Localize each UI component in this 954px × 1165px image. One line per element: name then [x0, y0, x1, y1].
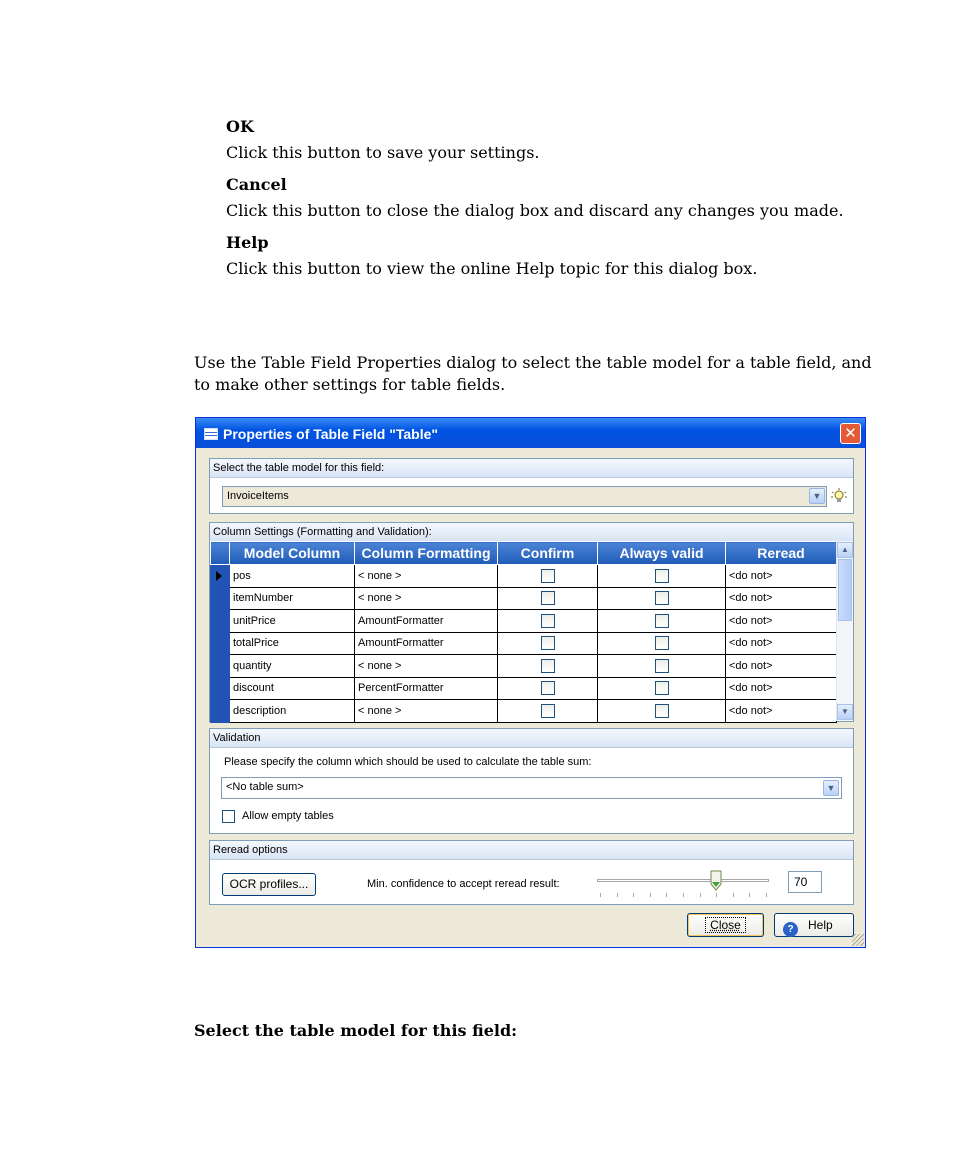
table-row[interactable]: [211, 632, 837, 655]
row-selector[interactable]: [211, 677, 230, 700]
close-icon[interactable]: ✕: [840, 423, 861, 444]
confirm-cell: [498, 587, 598, 610]
reread-cell[interactable]: <do not>: [726, 655, 837, 678]
slider-tick: [749, 893, 750, 897]
slider-tick: [716, 893, 717, 897]
column-settings-table: [210, 541, 837, 723]
table-row[interactable]: [211, 587, 837, 610]
row-selector[interactable]: [211, 565, 230, 588]
row-selector[interactable]: [211, 632, 230, 655]
slider-tick: [650, 893, 651, 897]
current-row-arrow-icon: [216, 571, 222, 581]
table-vertical-scrollbar[interactable]: [836, 541, 853, 721]
column-settings-header: Column Settings (Formatting and Validation):: [210, 523, 853, 542]
always-valid-cell: [598, 632, 726, 655]
table-header-row: [211, 542, 837, 565]
header-confirm[interactable]: Confirm: [498, 542, 598, 565]
allow-empty-tables-label[interactable]: Allow empty tables: [242, 810, 334, 822]
term-cancel: Cancel: [226, 175, 287, 194]
table-sum-instruction: Please specify the column which should be used to calculate the table sum:: [224, 756, 592, 768]
chevron-down-icon[interactable]: ▼: [823, 780, 839, 796]
reread-cell[interactable]: <do not>: [726, 610, 837, 633]
scroll-thumb[interactable]: [838, 559, 852, 621]
desc-cancel: Click this button to close the dialog box and discard any changes you made.: [226, 201, 844, 220]
reread-options-header: Reread options: [210, 841, 853, 860]
slider-tick: [683, 893, 684, 897]
model-cell[interactable]: itemNumber: [230, 587, 355, 610]
term-ok: OK: [226, 117, 254, 136]
chevron-down-icon[interactable]: ▼: [809, 488, 825, 504]
always-valid-cell: [598, 587, 726, 610]
reread-options-group: [209, 840, 854, 905]
validation-group: [209, 728, 854, 834]
table-row[interactable]: [211, 700, 837, 723]
always-valid-checkbox[interactable]: [655, 569, 669, 583]
model-cell[interactable]: description: [230, 700, 355, 723]
close-button-label: Close: [706, 918, 745, 932]
header-model-column[interactable]: Model Column: [230, 542, 355, 565]
row-selector[interactable]: [211, 610, 230, 633]
format-cell[interactable]: < none >: [355, 587, 498, 610]
intro-paragraph: Use the Table Field Properties dialog to select the table model for a table field, and to make other settings for table fields.: [194, 353, 872, 394]
section-heading: Select the table model for this field:: [194, 1021, 518, 1040]
header-always-valid[interactable]: Always valid: [598, 542, 726, 565]
model-cell[interactable]: discount: [230, 677, 355, 700]
always-valid-cell: [598, 565, 726, 588]
always-valid-checkbox[interactable]: [655, 681, 669, 695]
table-sum-value: <No table sum>: [226, 781, 304, 793]
always-valid-cell: [598, 677, 726, 700]
confirm-cell: [498, 565, 598, 588]
slider-tick: [700, 893, 701, 897]
reread-cell[interactable]: <do not>: [726, 677, 837, 700]
lightbulb-icon[interactable]: [830, 488, 848, 506]
confirm-cell: [498, 700, 598, 723]
table-field-properties-dialog: [195, 417, 866, 948]
table-model-select[interactable]: [222, 486, 827, 507]
format-cell[interactable]: < none >: [355, 700, 498, 723]
always-valid-checkbox[interactable]: [655, 704, 669, 718]
model-cell[interactable]: quantity: [230, 655, 355, 678]
help-button[interactable]: [774, 913, 854, 937]
header-column-formatting[interactable]: Column Formatting: [355, 542, 498, 565]
table-sum-select[interactable]: [221, 777, 842, 799]
model-cell[interactable]: totalPrice: [230, 632, 355, 655]
reread-cell[interactable]: <do not>: [726, 565, 837, 588]
format-cell[interactable]: PercentFormatter: [355, 677, 498, 700]
confirm-cell: [498, 610, 598, 633]
confirm-cell: [498, 677, 598, 700]
slider-tick: [600, 893, 601, 897]
validation-header: Validation: [210, 729, 853, 748]
always-valid-checkbox[interactable]: [655, 636, 669, 650]
header-reread[interactable]: Reread: [726, 542, 837, 565]
ocr-profiles-button[interactable]: OCR profiles...: [222, 873, 316, 896]
slider-tick: [666, 893, 667, 897]
dialog-title: Properties of Table Field "Table": [223, 426, 439, 442]
close-button[interactable]: [687, 913, 764, 937]
scroll-up-icon[interactable]: ▲: [837, 542, 853, 558]
slider-tick: [617, 893, 618, 897]
format-cell[interactable]: < none >: [355, 655, 498, 678]
table-row[interactable]: [211, 655, 837, 678]
confirm-checkbox[interactable]: [541, 681, 555, 695]
confirm-cell: [498, 632, 598, 655]
slider-track: [597, 879, 769, 882]
always-valid-checkbox[interactable]: [655, 614, 669, 628]
confirm-checkbox[interactable]: [541, 569, 555, 583]
table-row[interactable]: [211, 565, 837, 588]
desc-ok: Click this button to save your settings.: [226, 143, 540, 162]
format-cell[interactable]: AmountFormatter: [355, 632, 498, 655]
allow-empty-tables-checkbox[interactable]: [222, 810, 235, 823]
row-selector[interactable]: [211, 655, 230, 678]
always-valid-checkbox[interactable]: [655, 591, 669, 605]
always-valid-checkbox[interactable]: [655, 659, 669, 673]
column-settings-group: [209, 522, 854, 722]
confirm-checkbox[interactable]: [541, 614, 555, 628]
reread-cell[interactable]: <do not>: [726, 700, 837, 723]
slider-tick: [633, 893, 634, 897]
row-selector-header: [211, 542, 230, 565]
slider-tick: [766, 893, 767, 897]
dialog-titlebar[interactable]: [196, 418, 865, 448]
always-valid-cell: [598, 655, 726, 678]
always-valid-cell: [598, 610, 726, 633]
confirm-checkbox[interactable]: [541, 659, 555, 673]
min-confidence-label: Min. confidence to accept reread result:: [367, 878, 560, 890]
confidence-slider[interactable]: [597, 869, 769, 899]
help-button-label: Help: [808, 918, 833, 932]
model-cell[interactable]: unitPrice: [230, 610, 355, 633]
table-row[interactable]: [211, 610, 837, 633]
table-model-value: InvoiceItems: [227, 490, 289, 502]
table-row[interactable]: [211, 677, 837, 700]
format-cell[interactable]: AmountFormatter: [355, 610, 498, 633]
confirm-checkbox[interactable]: [541, 704, 555, 718]
desc-help: Click this button to view the online Help topic for this dialog box.: [226, 259, 758, 278]
reread-cell[interactable]: <do not>: [726, 587, 837, 610]
model-cell[interactable]: pos: [230, 565, 355, 588]
confidence-value-input[interactable]: 70: [788, 871, 822, 893]
confirm-checkbox[interactable]: [541, 636, 555, 650]
help-icon: ?: [783, 922, 798, 937]
term-help: Help: [226, 233, 269, 252]
table-icon: [204, 428, 218, 440]
slider-thumb[interactable]: [710, 870, 722, 891]
format-cell[interactable]: < none >: [355, 565, 498, 588]
confirm-checkbox[interactable]: [541, 591, 555, 605]
scroll-down-icon[interactable]: ▼: [837, 704, 853, 720]
row-selector[interactable]: [211, 700, 230, 723]
slider-tick: [733, 893, 734, 897]
resize-grip-icon[interactable]: [852, 934, 864, 946]
reread-cell[interactable]: <do not>: [726, 632, 837, 655]
model-group-header: Select the table model for this field:: [210, 459, 853, 478]
confirm-cell: [498, 655, 598, 678]
row-selector[interactable]: [211, 587, 230, 610]
model-group: [209, 458, 854, 514]
always-valid-cell: [598, 700, 726, 723]
